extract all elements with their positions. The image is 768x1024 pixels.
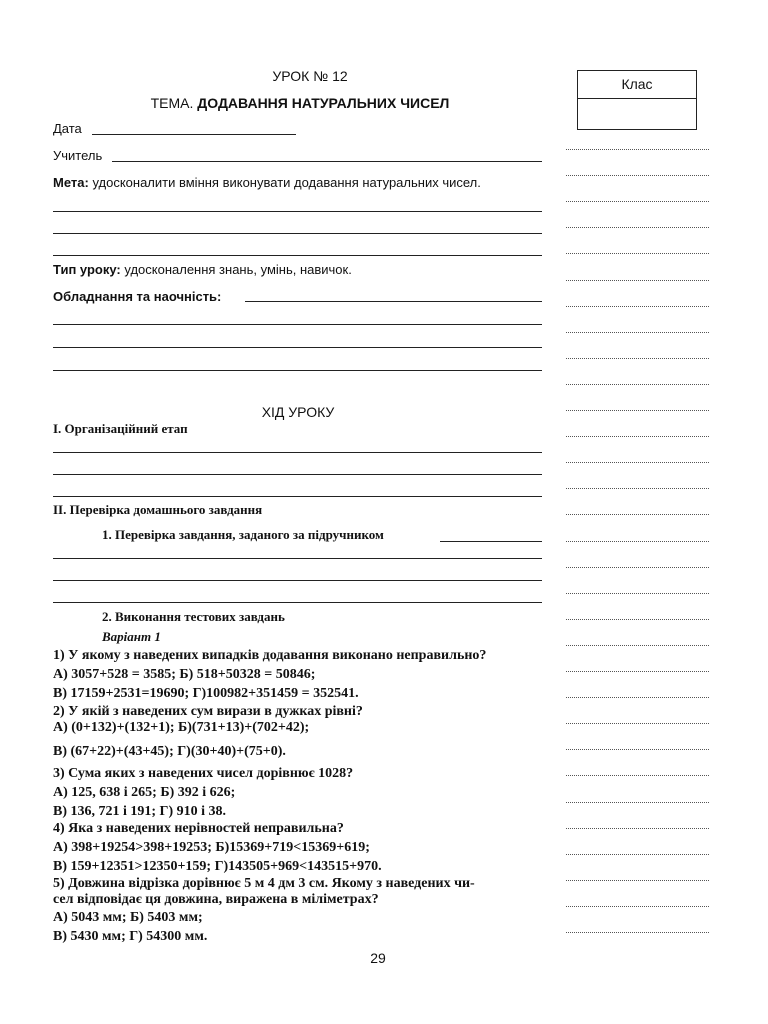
- goal-label: Мета:: [53, 175, 89, 190]
- lesson-theme: [0, 95, 600, 111]
- test-line: В) 5430 мм; Г) 54300 мм.: [53, 929, 208, 944]
- theme-prefix: ТЕМА.: [150, 95, 194, 111]
- margin-note-line[interactable]: [566, 749, 709, 750]
- goal-text: удосконалити вміння виконувати додавання натуральних чисел.: [92, 175, 481, 190]
- margin-note-line[interactable]: [566, 436, 709, 437]
- margin-note-line[interactable]: [566, 332, 709, 333]
- section-1-line[interactable]: [53, 452, 542, 453]
- equipment-field[interactable]: [245, 301, 542, 302]
- section-2-1-title: 1. Перевірка завдання, заданого за підручником: [102, 527, 384, 542]
- margin-note-line[interactable]: [566, 175, 709, 176]
- test-line: В) (67+22)+(43+45); Г)(30+40)+(75+0).: [53, 744, 286, 759]
- goal-line[interactable]: [53, 255, 542, 256]
- test-line: А) 125, 638 і 265; Б) 392 і 626;: [53, 785, 236, 800]
- section-1-line[interactable]: [53, 496, 542, 497]
- equipment-line[interactable]: [53, 370, 542, 371]
- margin-note-line[interactable]: [566, 802, 709, 803]
- test-line: А) (0+132)+(132+1); Б)(731+13)+(702+42);: [53, 720, 310, 735]
- test-line: А) 5043 мм; Б) 5403 мм;: [53, 910, 203, 925]
- test-line: 2) У якій з наведених сум вирази в дужках рівні?: [53, 704, 363, 719]
- section-2-1-field[interactable]: [440, 541, 542, 542]
- lesson-type: [53, 262, 352, 277]
- section-2-1-line[interactable]: [53, 602, 542, 603]
- margin-note-line[interactable]: [566, 828, 709, 829]
- section-2-title: II. Перевірка домашнього завдання: [53, 502, 263, 517]
- section-2-1-line[interactable]: [53, 580, 542, 581]
- margin-note-line[interactable]: [566, 932, 709, 933]
- test-line: А) 398+19254>398+19253; Б)15369+719<15369+619;: [53, 840, 370, 855]
- margin-note-line[interactable]: [566, 253, 709, 254]
- margin-note-line[interactable]: [566, 280, 709, 281]
- margin-note-line[interactable]: [566, 462, 709, 463]
- margin-note-line[interactable]: [566, 775, 709, 776]
- equipment-label: Обладнання та наочність:: [53, 289, 222, 304]
- date-field[interactable]: [92, 134, 296, 135]
- goal-line[interactable]: [53, 233, 542, 234]
- page-number: 29: [370, 950, 386, 966]
- equipment-line[interactable]: [53, 347, 542, 348]
- teacher-label: Учитель: [53, 148, 103, 163]
- teacher-field[interactable]: [112, 161, 542, 162]
- test-line: А) 3057+528 = 3585; Б) 518+50328 = 50846;: [53, 667, 316, 682]
- class-box: [577, 70, 697, 130]
- margin-note-line[interactable]: [566, 149, 709, 150]
- margin-note-line[interactable]: [566, 410, 709, 411]
- test-line: сел відповідає ця довжина, виражена в міліметрах?: [53, 892, 379, 907]
- lesson-number: УРОК № 12: [272, 68, 348, 84]
- margin-note-line[interactable]: [566, 593, 709, 594]
- section-1-title: I. Організаційний етап: [53, 421, 188, 436]
- test-line: В) 136, 721 і 191; Г) 910 і 38.: [53, 804, 227, 819]
- theme-title: ДОДАВАННЯ НАТУРАЛЬНИХ ЧИСЕЛ: [197, 95, 450, 111]
- margin-note-line[interactable]: [566, 619, 709, 620]
- margin-note-line[interactable]: [566, 514, 709, 515]
- margin-note-line[interactable]: [566, 358, 709, 359]
- test-line: 3) Сума яких з наведених чисел дорівнює 1028?: [53, 766, 354, 781]
- type-label: Тип уроку:: [53, 262, 121, 277]
- margin-note-line[interactable]: [566, 854, 709, 855]
- equipment-line[interactable]: [53, 324, 542, 325]
- course-heading: ХІД УРОКУ: [261, 404, 335, 420]
- margin-note-line[interactable]: [566, 880, 709, 881]
- date-label: Дата: [53, 121, 82, 136]
- margin-note-line[interactable]: [566, 906, 709, 907]
- margin-note-line[interactable]: [566, 697, 709, 698]
- margin-note-line[interactable]: [566, 671, 709, 672]
- test-line: В) 17159+2531=19690; Г)100982+351459 = 352541.: [53, 686, 359, 701]
- section-1-line[interactable]: [53, 474, 542, 475]
- class-label: Клас: [621, 76, 653, 92]
- margin-note-line[interactable]: [566, 645, 709, 646]
- margin-note-line[interactable]: [566, 488, 709, 489]
- section-2-2-title: 2. Виконання тестових завдань: [102, 609, 285, 624]
- goal: [53, 175, 481, 190]
- margin-note-line[interactable]: [566, 723, 709, 724]
- test-line: В) 159+12351>12350+159; Г)143505+969<143515+970.: [53, 859, 382, 874]
- margin-note-line[interactable]: [566, 227, 709, 228]
- section-2-1-line[interactable]: [53, 558, 542, 559]
- margin-note-line[interactable]: [566, 306, 709, 307]
- test-line: 1) У якому з наведених випадків додавання виконано неправильно?: [53, 648, 487, 663]
- test-line: 4) Яка з наведених нерівностей неправильна?: [53, 821, 344, 836]
- goal-line[interactable]: [53, 211, 542, 212]
- margin-note-line[interactable]: [566, 541, 709, 542]
- margin-note-line[interactable]: [566, 567, 709, 568]
- variant-title: Варіант 1: [102, 629, 161, 644]
- margin-note-line[interactable]: [566, 384, 709, 385]
- type-text: удосконалення знань, умінь, навичок.: [124, 262, 352, 277]
- test-line: 5) Довжина відрізка дорівнює 5 м 4 дм 3 см. Якому з наведених чи-: [53, 876, 475, 891]
- margin-note-line[interactable]: [566, 201, 709, 202]
